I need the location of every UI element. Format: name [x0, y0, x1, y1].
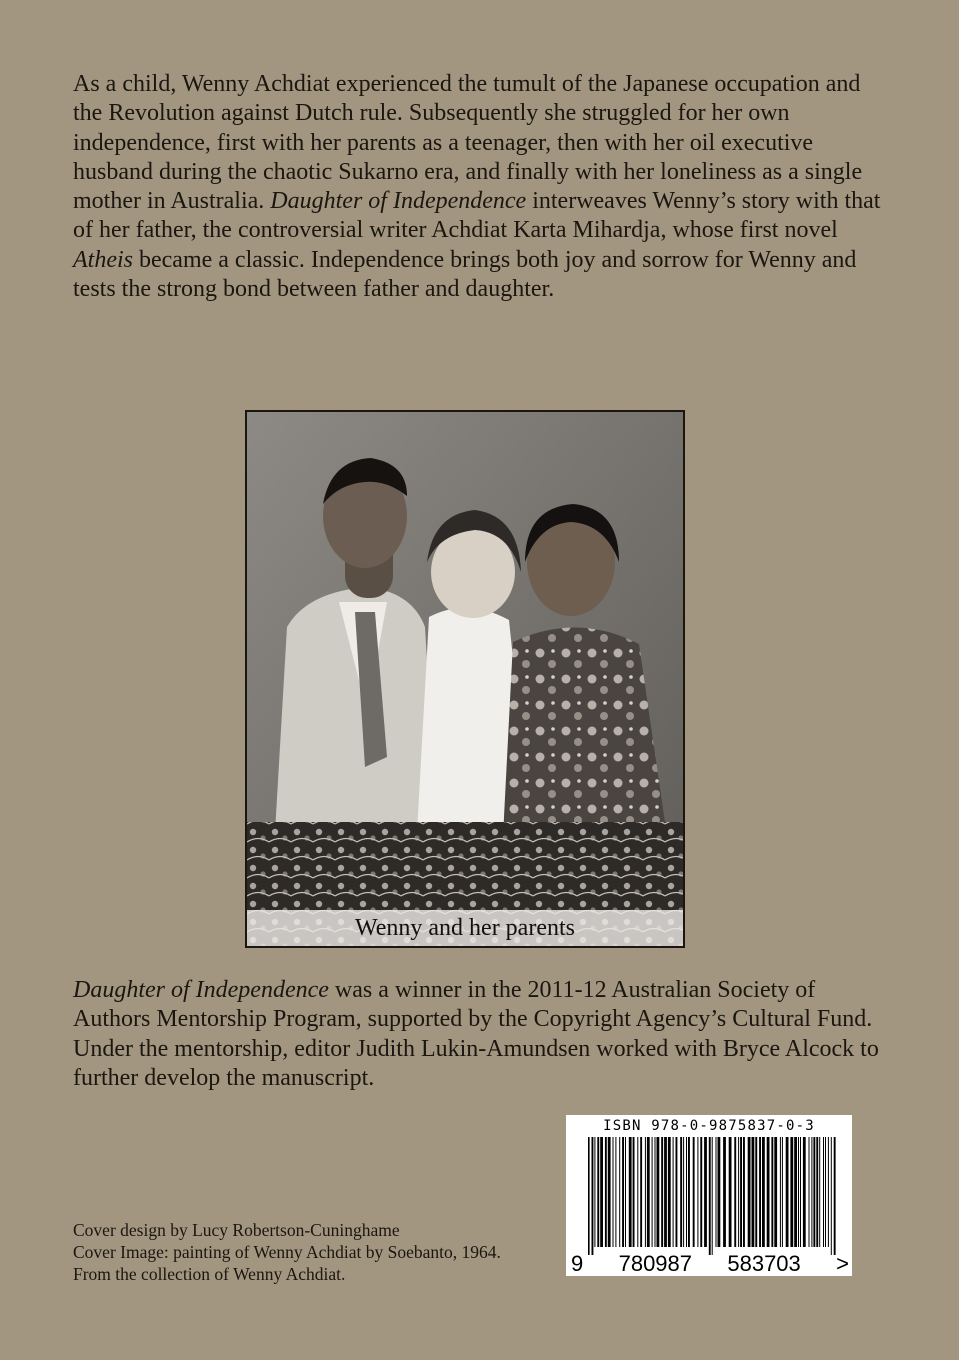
barcode-bar	[647, 1137, 650, 1247]
barcode-bar	[661, 1137, 663, 1247]
barcode-bar	[683, 1137, 684, 1247]
barcode-bar	[608, 1137, 611, 1247]
barcode-bar	[774, 1137, 777, 1247]
barcode-bar	[637, 1137, 638, 1247]
barcode-bar	[668, 1137, 671, 1247]
barcode-bar	[738, 1137, 739, 1247]
isbn-digits	[566, 1253, 852, 1275]
barcode-bar	[771, 1137, 773, 1247]
mentorship-book-title: Daughter of Independence	[73, 977, 329, 1003]
barcode-bar	[712, 1137, 713, 1255]
barcode-bar	[693, 1137, 695, 1247]
barcode-bar	[697, 1137, 698, 1247]
barcode-bar	[819, 1137, 820, 1247]
isbn-barcode	[566, 1115, 852, 1276]
barcode-bar	[800, 1137, 801, 1247]
isbn-digit-group-2: 583703	[727, 1251, 801, 1276]
mentorship-note	[73, 976, 893, 1093]
barcode-bar	[605, 1137, 607, 1247]
barcode-bar	[645, 1137, 646, 1247]
barcode-bar	[729, 1137, 732, 1247]
barcode-bar	[752, 1137, 755, 1247]
barcode-bars	[588, 1137, 836, 1255]
blurb-novel-title: Atheis	[73, 246, 133, 273]
barcode-bar	[740, 1137, 742, 1247]
barcode-bar	[673, 1137, 674, 1247]
barcode-bar	[700, 1137, 702, 1247]
back-cover-blurb	[73, 70, 893, 304]
barcode-bar	[734, 1137, 736, 1247]
barcode-bar	[786, 1137, 789, 1247]
barcode-bar	[767, 1137, 770, 1247]
blurb-text-3: became a classic. Independence brings both joy and sorrow for Wenny and tests the strong bond between father and daughter.	[73, 246, 857, 303]
family-photo	[245, 410, 685, 948]
cover-design-credit: Cover design by Lucy Robertson-Cuninghame	[73, 1220, 400, 1240]
barcode-bar	[743, 1137, 745, 1247]
barcode-bar	[755, 1137, 757, 1247]
barcode-bar	[759, 1137, 761, 1247]
blurb-text-1: As a child, Wenny Achdiat experienced the tumult of the Japanese occupation and the Revolution against Dutch rule. Subsequently she struggled for her own independence, first with her parents as a teenager, then with her oil executive husband during the chaotic Sukarno era, and finally with her loneliness as a single mother in Australia.	[73, 71, 863, 215]
barcode-bar	[633, 1137, 635, 1247]
barcode-bar	[794, 1137, 797, 1247]
barcode-bar	[629, 1137, 632, 1247]
barcode-bar	[813, 1137, 815, 1247]
barcode-bar	[615, 1137, 616, 1247]
barcode-bar	[704, 1137, 707, 1247]
barcode-bar	[613, 1137, 614, 1247]
barcode-bar	[657, 1137, 660, 1247]
barcode-bar	[625, 1137, 626, 1247]
barcode-bar	[597, 1137, 599, 1247]
barcode-bar	[825, 1137, 826, 1247]
barcode-bar	[782, 1137, 783, 1247]
barcode-bar	[816, 1137, 818, 1247]
barcode-bar	[655, 1137, 656, 1247]
barcode-bar	[664, 1137, 667, 1247]
barcode-bar	[709, 1137, 711, 1255]
barcode-bar	[809, 1137, 810, 1247]
barcode-bar	[600, 1137, 603, 1247]
barcode-bar	[798, 1137, 799, 1247]
barcode-bar	[831, 1137, 832, 1255]
photo-caption: Wenny and her parents	[247, 910, 683, 946]
barcode-bar	[790, 1137, 793, 1247]
barcode-bar	[594, 1137, 595, 1247]
barcode-bar	[686, 1137, 687, 1247]
cover-credits	[73, 1219, 593, 1285]
cover-image-credit: Cover Image: painting of Wenny Achdiat by Soebanto, 1964.	[73, 1242, 501, 1262]
isbn-digit-marker: >	[836, 1251, 849, 1276]
barcode-bar	[716, 1137, 717, 1247]
family-photo-image	[247, 412, 683, 946]
collection-credit: From the collection of Wenny Achdiat.	[73, 1264, 346, 1284]
barcode-bar	[780, 1137, 781, 1247]
barcode-bar	[652, 1137, 653, 1247]
barcode-bar	[640, 1137, 642, 1247]
barcode-bar	[803, 1137, 806, 1247]
isbn-label: ISBN 978-0-9875837-0-3	[603, 1118, 815, 1134]
blurb-book-title: Daughter of Independence	[270, 188, 527, 215]
barcode-bar	[834, 1137, 836, 1255]
barcode-bar	[828, 1137, 829, 1247]
barcode-bar	[762, 1137, 765, 1247]
barcode-bar	[688, 1137, 690, 1247]
mentorship-text: was a winner in the 2011-12 Australian Society of Authors Mentorship Program, supported by the Copyright Agency’s Cultural Fund. Under the mentorship, editor Judith Lukin-Amundsen worked with Bryce Alcock to further develop the manuscript.	[73, 977, 879, 1091]
blurb-text-2: interweaves Wenny’s story with that of her father, the controversial writer Achdiat Karta Mihardja, whose first novel	[73, 188, 881, 244]
isbn-digit-lead: 9	[571, 1251, 584, 1276]
barcode-bar	[680, 1137, 682, 1247]
barcode-bar	[823, 1137, 824, 1247]
barcode-bar	[622, 1137, 624, 1247]
barcode-bar	[619, 1137, 620, 1247]
barcode-bar	[718, 1137, 721, 1247]
barcode-bar	[748, 1137, 751, 1247]
barcode-bar	[811, 1137, 812, 1247]
barcode-bar	[676, 1137, 678, 1247]
isbn-digit-group-1: 780987	[618, 1251, 693, 1276]
barcode-bar	[723, 1137, 726, 1247]
